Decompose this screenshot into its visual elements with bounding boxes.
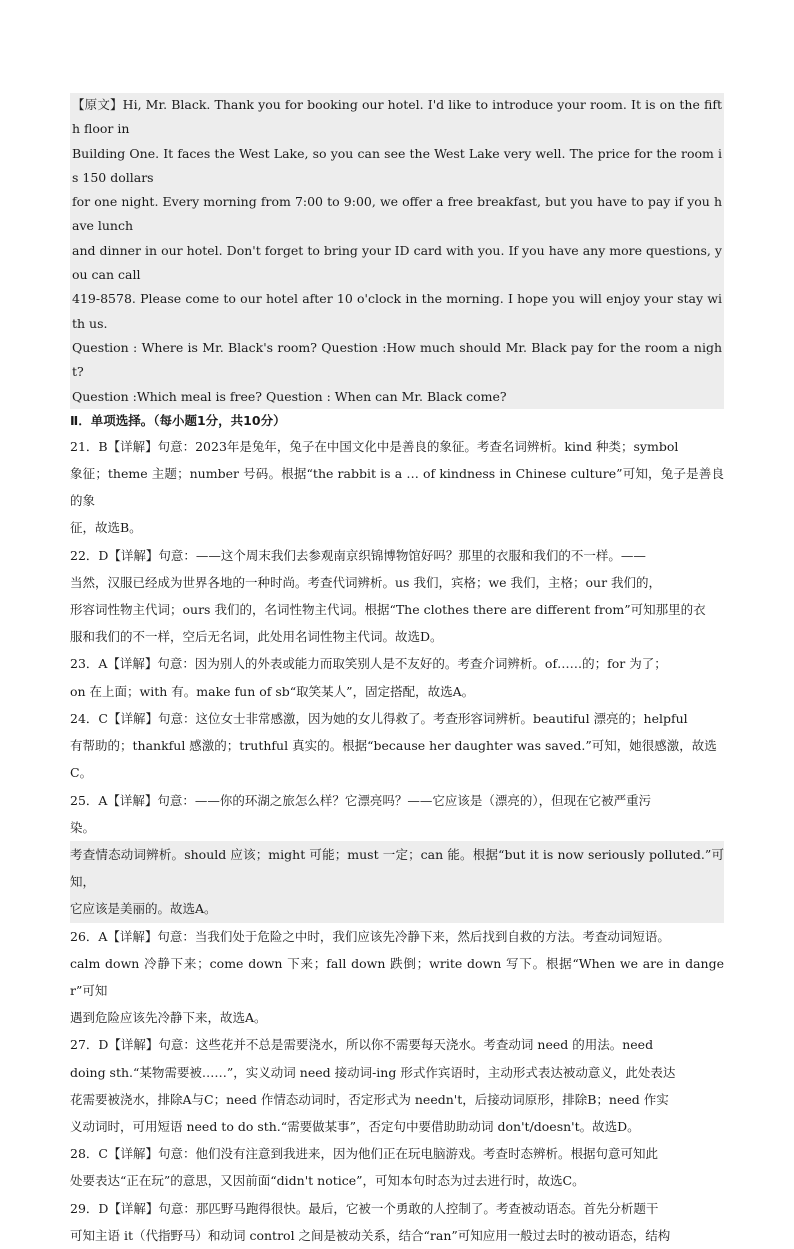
original-text-line: 【原文】Hi, Mr. Black. Thank you for booking our hotel. I'd like to introduce your room. It is on the fifth floor in bbox=[72, 97, 722, 137]
answer-line: 服和我们的不一样，空后无名词，此处用名词性物主代词。故选D。 bbox=[70, 629, 443, 645]
answer-item-23 bbox=[70, 650, 724, 704]
answer-line-highlighted: 考查情态动词辨析。should 应该；might 可能；must 一定；can 能。根据“but it is now seriously polluted.”可知， bbox=[70, 841, 724, 895]
answer-line: on 在上面；with 有。make fun of sb“取笑某人”，固定搭配，故选A。 bbox=[70, 683, 475, 699]
answer-item-29 bbox=[70, 1195, 724, 1249]
original-text-line: Question :Which meal is free? Question : When can Mr. Black come? bbox=[72, 388, 507, 404]
answer-line: 29．D【详解】句意：那匹野马跑得很快。最后，它被一个勇敢的人控制了。考查被动语态。首先分析题干 bbox=[70, 1200, 659, 1216]
answer-line: 27．D【详解】句意：这些花并不总是需要浇水，所以你不需要每天浇水。考查动词 need 的用法。need bbox=[70, 1037, 654, 1053]
answer-line: 花需要被浇水，排除A与C；need 作情态动词时，否定形式为 needn't，后接动词原形，排除B；need 作实 bbox=[70, 1091, 669, 1107]
answer-line: 22．D【详解】句意：——这个周末我们去参观南京织锦博物馆好吗？那里的衣服和我们的不一样。—— bbox=[70, 547, 646, 563]
original-text-line: Question : Where is Mr. Black's room? Question :How much should Mr. Black pay for the room a night? bbox=[72, 339, 722, 380]
answer-line: calm down 冷静下来；come down 下来；fall down 跌倒；write down 写下。根据“When we are in danger”可知 bbox=[70, 955, 724, 998]
answer-line: 有帮助的；thankful 感激的；truthful 真实的。根据“because her daughter was saved.”可知，她很感激，故选 bbox=[70, 738, 717, 754]
section-heading: Ⅱ．单项选择。（每小题1分，共10分） bbox=[70, 412, 286, 428]
answer-line-highlighted: 它应该是美丽的。故选A。 bbox=[70, 895, 724, 922]
answer-line: 处要表达“正在玩”的意思，又因前面“didn't notice”，可知本句时态为过去进行时，故选C。 bbox=[70, 1173, 585, 1189]
answer-key-page bbox=[70, 93, 724, 1249]
answer-line: 形容词性物主代词；ours 我们的，名词性物主代词。根据“The clothes there are different from”可知那里的衣 bbox=[70, 602, 706, 618]
answer-line: 染。 bbox=[70, 819, 96, 835]
answer-line: doing sth.“某物需要被……”，实义动词 need 接动词-ing 形式作宾语时，主动形式表达被动意义，此处表达 bbox=[70, 1064, 676, 1080]
listening-original-text bbox=[70, 93, 724, 409]
answer-line: 遇到危险应该先冷静下来，故选A。 bbox=[70, 1010, 267, 1026]
answer-line: 24．C【详解】句意：这位女士非常感激，因为她的女儿得救了。考查形容词辨析。beautiful 漂亮的；helpful bbox=[70, 710, 688, 726]
answer-line: 义动词时，可用短语 need to do sth.“需要做某事”，否定句中要借助助动词 don't/doesn't。故选D。 bbox=[70, 1118, 640, 1134]
answer-item-25 bbox=[70, 787, 724, 923]
answer-item-21 bbox=[70, 433, 724, 542]
original-text-line: for one night. Every morning from 7:00 to 9:00, we offer a free breakfast, but you have to pay if you have lunch bbox=[72, 194, 722, 234]
answer-item-24 bbox=[70, 705, 724, 787]
original-text-line: and dinner in our hotel. Don't forget to bring your ID card with you. If you have any more questions, you can call bbox=[72, 242, 722, 283]
answer-item-26 bbox=[70, 923, 724, 1032]
answer-line: C。 bbox=[70, 765, 93, 781]
answer-line: 25．A【详解】句意：——你的环湖之旅怎么样？它漂亮吗？——它应该是（漂亮的），但现在它被严重污 bbox=[70, 792, 652, 808]
answer-line: 26．A【详解】句意：当我们处于危险之中时，我们应该先冷静下来，然后找到自救的方法。考查动词短语。 bbox=[70, 928, 670, 944]
answer-item-22 bbox=[70, 542, 724, 651]
answer-item-27 bbox=[70, 1031, 724, 1140]
answer-line: 23．A【详解】句意：因为别人的外表或能力而取笑别人是不友好的。考查介词辨析。of……的；for 为了； bbox=[70, 656, 667, 672]
answer-line: 象征；theme 主题；number 号码。根据“the rabbit is a … of kindness in Chinese culture”可知，兔子是善良的象 bbox=[70, 466, 724, 509]
answer-line: 可知主语 it（代指野马）和动词 control 之间是被动关系，结合“ran”可知应用一般过去时的被动语态，结构 bbox=[70, 1227, 671, 1243]
answer-line: 28．C【详解】句意：他们没有注意到我进来，因为他们正在玩电脑游戏。考查时态辨析。根据句意可知此 bbox=[70, 1146, 658, 1162]
original-text-line: 419-8578. Please come to our hotel after 10 o'clock in the morning. I hope you will enjoy your stay with us. bbox=[72, 291, 722, 331]
answer-line: 征，故选B。 bbox=[70, 520, 142, 536]
answer-line: 当然，汉服已经成为世界各地的一种时尚。考查代词辨析。us 我们，宾格；we 我们，主格；our 我们的， bbox=[70, 574, 662, 590]
answer-line: 21．B【详解】句意：2023年是兔年，兔子在中国文化中是善良的象征。考查名词辨析。kind 种类；symbol bbox=[70, 438, 679, 454]
original-text-line: Building One. It faces the West Lake, so you can see the West Lake very well. The price for the room is 150 dollars bbox=[72, 145, 722, 185]
answer-item-28 bbox=[70, 1140, 724, 1194]
